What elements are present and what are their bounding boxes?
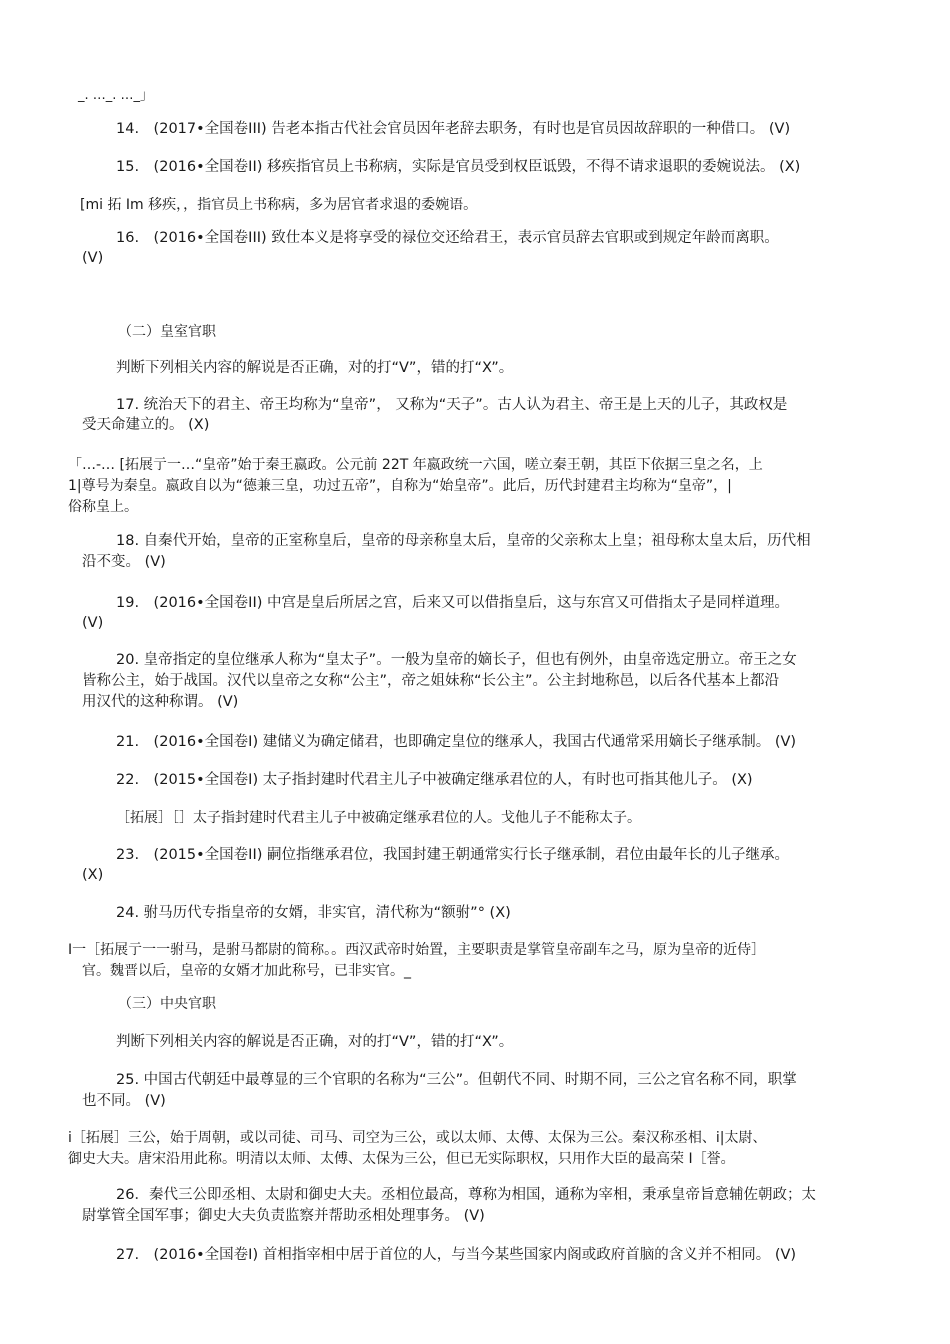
item-17: 17. 统治天下的君主、帝王均称为“皇帝”， 又称为“天子”。古人认为君主、帝王是上天的儿子，其政权是	[116, 397, 788, 413]
item-15: 15. (2016•全国卷II) 移疾指官员上书称病，实际是官员受到权臣诋毁，不得不请求退职的委婉说法。 (X)	[116, 159, 801, 175]
extension-note-cont: 俗称皇上。	[68, 499, 138, 515]
section-instruction: 判断下列相关内容的解说是否正确，对的打“V”，错的打“X”。	[116, 360, 514, 376]
extension-note-cont: 1|尊号为秦皇。嬴政自以为“德兼三皇，功过五帝”，自称为“始皇帝”。此后，历代封建君主均称为“皇帝”，|	[68, 478, 732, 494]
item-16-answer: (V)	[82, 250, 104, 266]
item-24: 24. 驸马历代专指皇帝的女婿，非实官，清代称为“额驸”° (X)	[116, 905, 511, 921]
section-heading: （二）皇室官职	[118, 324, 216, 340]
section-heading: （三）中央官职	[118, 996, 216, 1012]
item-18-cont: 沿不变。 (V)	[82, 554, 166, 570]
item-25: 25. 中国古代朝廷中最尊显的三个官职的名称为“三公”。但朝代不同、时期不同，三公之官名称不同，职掌	[116, 1072, 797, 1088]
item-16: 16. (2016•全国卷III) 致仕本义是将享受的禄位交还给君王，表示官员辞去官职或到规定年龄而离职。	[116, 230, 779, 246]
item-26: 26．秦代三公即丞相、太尉和御史大夫。丞相位最高，尊称为相国，通称为宰相，秉承皇帝旨意辅佐朝政；太	[116, 1187, 816, 1203]
item-21: 21. (2016•全国卷I) 建储义为确定储君，也即确定皇位的继承人，我国古代通常采用嫡长子继承制。 (V)	[116, 734, 797, 750]
extension-note-cont: 御史大夫。唐宋沿用此称。明清以太师、太傅、太保为三公，但已无实际职权，只用作大臣的最高荣 I［誉。	[68, 1151, 735, 1167]
item-18: 18. 自秦代开始，皇帝的正室称皇后，皇帝的母亲称皇太后，皇帝的父亲称太上皇；祖母称太皇太后，历代相	[116, 533, 811, 549]
item-17-cont: 受天命建立的。 (X)	[82, 417, 210, 433]
item-19: 19. (2016•全国卷II) 中宫是皇后所居之宫，后来又可以借指皇后，这与东宫又可借指太子是同样道理。	[116, 595, 789, 611]
item-14: 14. (2017•全国卷III) 告老本指古代社会官员因年老辞去职务，有时也是官员因故辞职的一种借口。 (V)	[116, 121, 791, 137]
extension-note: [mi 拓 Im 移疾，，指官员上书称病，多为居官者求退的委婉语。	[80, 197, 478, 213]
extension-note: ［拓展］［］太子指封建时代君主儿子中被确定继承君位的人。戈他儿子不能称太子。	[116, 810, 641, 826]
item-20-cont: 用汉代的这种称谓。 (V)	[82, 694, 239, 710]
item-19-answer: (V)	[82, 615, 104, 631]
item-20: 20. 皇帝指定的皇位继承人称为“皇太子”。一般为皇帝的嫡长子，但也有例外，由皇帝选定册立。帝王之女	[116, 652, 797, 668]
item-27: 27. (2016•全国卷I) 首相指宰相中居于首位的人，与当今某些国家内阁或政府首脑的含义并不相同。 (V)	[116, 1247, 797, 1263]
item-26-cont: 尉掌管全国军事；御史大夫负责监察并帮助丞相处理事务。 (V)	[82, 1208, 485, 1224]
item-20-cont: 皆称公主，始于战国。汉代以皇帝之女称“公主”，帝之姐妹称“长公主”。公主封地称邑，以后各代基本上都沿	[82, 673, 780, 689]
item-25-cont: 也不同。 (V)	[82, 1093, 166, 1109]
extension-note-cont: 官。魏晋以后，皇帝的女婿才加此称号，已非实官。_	[82, 963, 411, 979]
item-22: 22. (2015•全国卷I) 太子指封建时代君主儿子中被确定继承君位的人，有时也可指其他儿子。 (X)	[116, 772, 753, 788]
extension-note: I一［拓展亍一一驸马，是驸马都尉的简称。。西汉武帝时始置，主要职责是掌管皇帝副车之马，原为皇帝的近侍］	[68, 942, 766, 958]
extension-note: i［拓展］三公，始于周朝，或以司徒、司马、司空为三公，或以太师、太傅、太保为三公。秦汉称丞相、i|太尉、	[68, 1130, 767, 1146]
item-23: 23. (2015•全国卷II) 嗣位指继承君位，我国封建王朝通常实行长子继承制，君位由最年长的儿子继承。	[116, 847, 789, 863]
top-fragment: _. …_. …_」	[78, 88, 154, 103]
item-23-answer: (X)	[82, 867, 104, 883]
section-instruction: 判断下列相关内容的解说是否正确，对的打“V”，错的打“X”。	[116, 1034, 514, 1050]
extension-note: 「…-… [拓展亍一…“皇帝”始于秦王嬴政。公元前 22T 年嬴政统一六国，嗟立秦王朝，其臣下依据三皇之名，上	[68, 457, 763, 473]
